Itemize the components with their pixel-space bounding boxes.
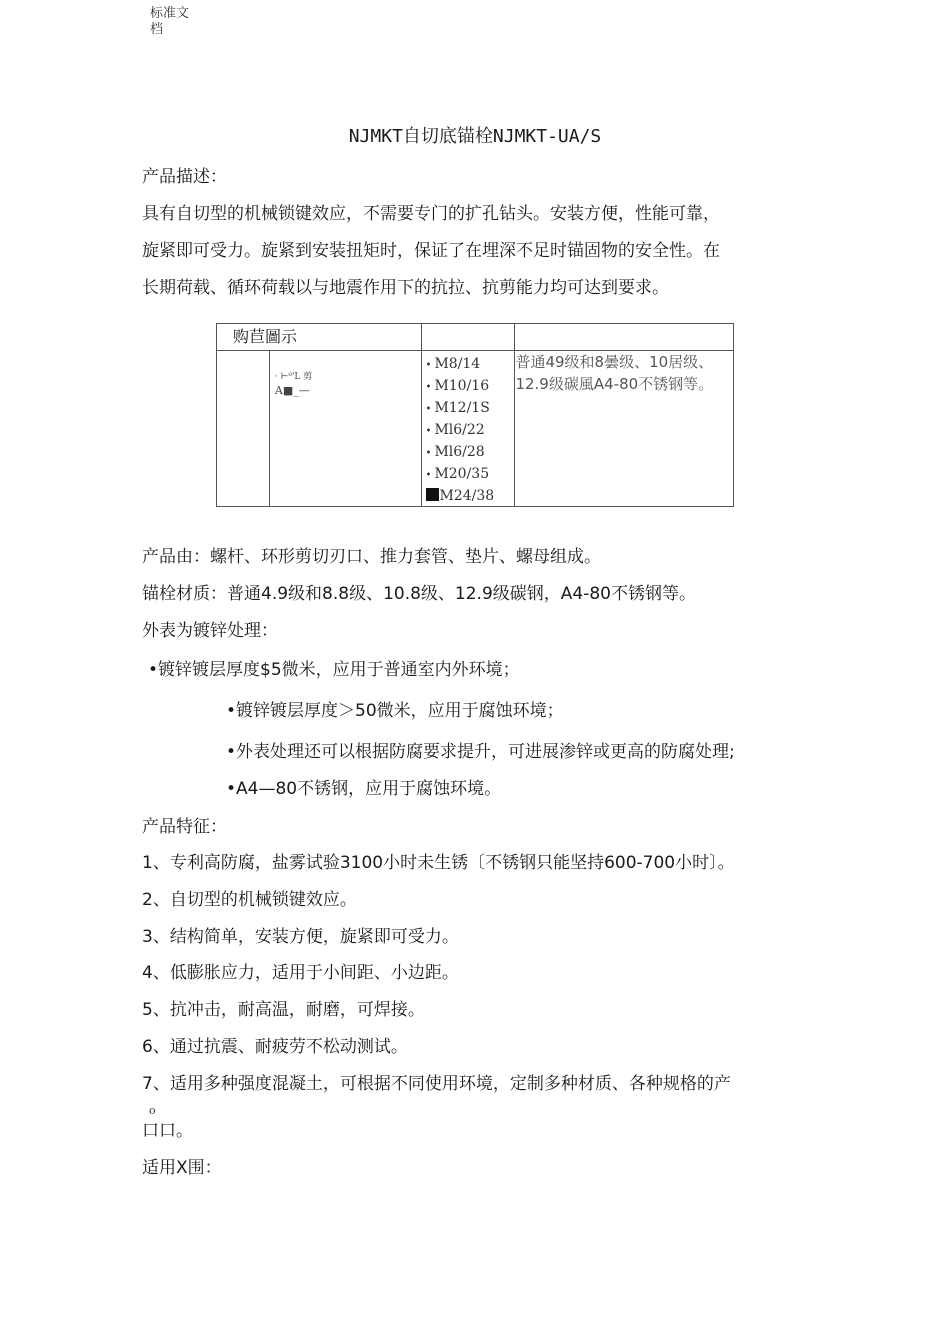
feature-item-3: 3、结构简单，安装方便，旋紧即可受力。 <box>142 927 459 947</box>
anchor-diagram <box>269 351 421 507</box>
description-line-1: 具有自切型的机械锁键效应，不需要专门的扩孔钻头。安装方便，性能可靠， <box>142 204 720 224</box>
description-line-3: 长期荷载、循环荷载以与地震作用下的抗拉、抗剪能力均可达到要求。 <box>142 278 669 298</box>
document-header <box>150 6 210 38</box>
spec-cell-blank <box>217 351 270 507</box>
feature-item-7: 7、适用多种强度混凝土，可根据不同使用环境，定制多种材质、各种规格的产 <box>142 1074 731 1094</box>
spec-header-empty-2 <box>515 324 734 351</box>
feature-item-2: 2、自切型的机械锁键效应。 <box>142 890 357 910</box>
header-line-1: 标准文 <box>150 6 190 21</box>
feature-item-5: 5、抗冲击，耐高温，耐磨，可焊接。 <box>142 1000 425 1020</box>
description-heading: 产品描述： <box>142 167 227 187</box>
scope-heading: 适用X围： <box>142 1158 222 1178</box>
document-title: NJMKT自切底锚栓NJMKT-UA/S <box>348 126 602 147</box>
feature-item-6: 6、通过抗震、耐疲劳不松动测试。 <box>142 1037 408 1057</box>
size-list-cell <box>421 351 515 507</box>
composition-line: 产品由：螺杆、环形剪切刃口、推力套管、垫片、螺母组成。 <box>142 547 601 567</box>
stray-mark: o <box>149 1104 156 1117</box>
surface-item-1: •镀锌镀层厚度$5微米，应用于普通室内外环境； <box>148 660 520 680</box>
spec-table-body-row <box>217 351 734 507</box>
header-line-2: 档 <box>150 22 164 37</box>
feature-item-7-continuation: 口口。 <box>142 1121 193 1141</box>
surface-item-4: •A4—80不锈钢，应用于腐蚀环境。 <box>226 779 502 799</box>
square-bullet-icon <box>426 488 439 501</box>
size-item: • M20/35 <box>425 466 490 482</box>
spec-header-label: 购苣圖示 <box>217 324 422 351</box>
spec-table <box>216 323 734 507</box>
size-list <box>422 351 515 506</box>
surface-item-2: •镀锌镀层厚度＞50微米，应用于腐蚀环境； <box>226 701 564 721</box>
spec-header-empty-1 <box>421 324 515 351</box>
description-line-2: 旋紧即可受力。旋紧到安装扭矩时，保证了在埋深不足时锚固物的安全性。在 <box>142 241 720 261</box>
feature-item-4: 4、低膨胀应力，适用于小间距、小边距。 <box>142 963 459 983</box>
surface-item-3: •外表处理还可以根据防腐要求提升，可进展渗锌或更高的防腐处理; <box>226 742 735 762</box>
size-item: M24/38 <box>426 486 515 506</box>
size-item: • M8/14 <box>425 356 481 372</box>
feature-item-1: 1、专利高防腐，盐雾试验3100小时未生锈〔不锈钢只能坚持600-700小时〕。 <box>142 853 735 873</box>
spec-table-header-row <box>217 324 734 351</box>
size-item: • Ml6/22 <box>425 422 485 438</box>
features-heading: 产品特征： <box>142 817 227 837</box>
size-item: • Ml6/28 <box>425 444 485 460</box>
diagram-label-2: A■_— <box>274 384 310 397</box>
diagram-label-1: · ⊢⁰'L 剪 <box>274 372 313 382</box>
grade-cell: 普通49级和8曇级、10居级、12.9级碳風A4-80不锈钢等。 <box>515 351 734 507</box>
size-item: • M12/1S <box>425 400 490 416</box>
surface-heading: 外表为镀锌处理： <box>142 621 278 641</box>
material-line: 锚栓材质：普通4.9级和8.8级、10.8级、12.9级碳钢，A4-80不锈钢等。 <box>142 584 696 604</box>
size-item: • M10/16 <box>425 378 490 394</box>
